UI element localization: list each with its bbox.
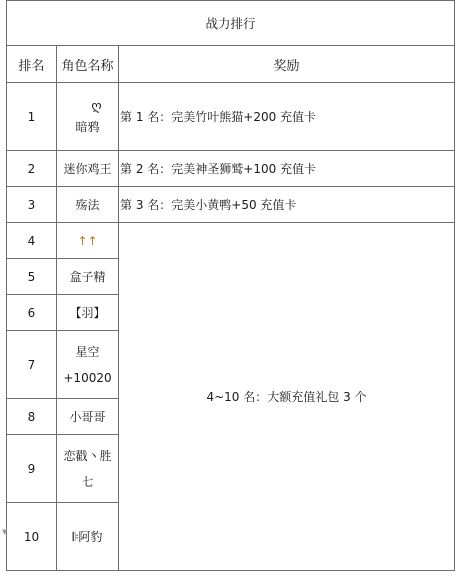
shared-reward-cell: 4~10 名：大额充值礼包 3 个: [119, 223, 455, 571]
table-row: [7, 187, 455, 223]
rank-cell: 7: [7, 331, 57, 399]
rank-cell: 3: [7, 187, 57, 223]
name-cell: 盒子精: [57, 259, 119, 295]
name-symbol: ღ: [91, 98, 102, 114]
name-line-2: +10020: [63, 370, 112, 385]
rank-cell: 4: [7, 223, 57, 259]
name-cell: [57, 83, 119, 151]
name-cell: 小哥哥: [57, 399, 119, 435]
name-cell: [57, 331, 119, 399]
name-cell: 【羽】: [57, 295, 119, 331]
table-row: [7, 151, 455, 187]
name-line-1: 恋戳丶胜: [63, 448, 112, 463]
name-cell: ↑↑: [57, 223, 119, 259]
header-reward: 奖励: [119, 46, 455, 83]
name-line-1: 星空: [75, 344, 100, 359]
rank-cell: 9: [7, 435, 57, 503]
rank-cell: 6: [7, 295, 57, 331]
rank-cell: 1: [7, 83, 57, 151]
reward-cell: 第 3 名：完美小黄鸭+50 充值卡: [119, 187, 455, 223]
header-rank: 排名: [7, 46, 57, 83]
name-prefix-symbol: 𝄆: [72, 530, 79, 544]
name-text: 阿豹: [78, 530, 103, 544]
rank-cell: 10: [7, 503, 57, 571]
name-text: 暗鸦: [75, 119, 100, 134]
rank-cell: 5: [7, 259, 57, 295]
reward-cell: 第 2 名：完美神圣狮鹫+100 充值卡: [119, 151, 455, 187]
name-cell: [57, 503, 119, 571]
name-line-2: 七: [81, 474, 94, 489]
ranking-table: [6, 0, 455, 571]
cell-marker-icon: ▼: [2, 528, 8, 536]
rank-cell: 2: [7, 151, 57, 187]
name-cell: 殇法: [57, 187, 119, 223]
table-title: 战力排行: [7, 1, 455, 46]
reward-cell: 第 1 名：完美竹叶熊猫+200 充值卡: [119, 83, 455, 151]
rank-cell: 8: [7, 399, 57, 435]
header-name: 角色名称: [57, 46, 119, 83]
name-cell: [57, 435, 119, 503]
name-cell: 迷你鸡王: [57, 151, 119, 187]
table-row: [7, 83, 455, 151]
table-row: [7, 223, 455, 259]
